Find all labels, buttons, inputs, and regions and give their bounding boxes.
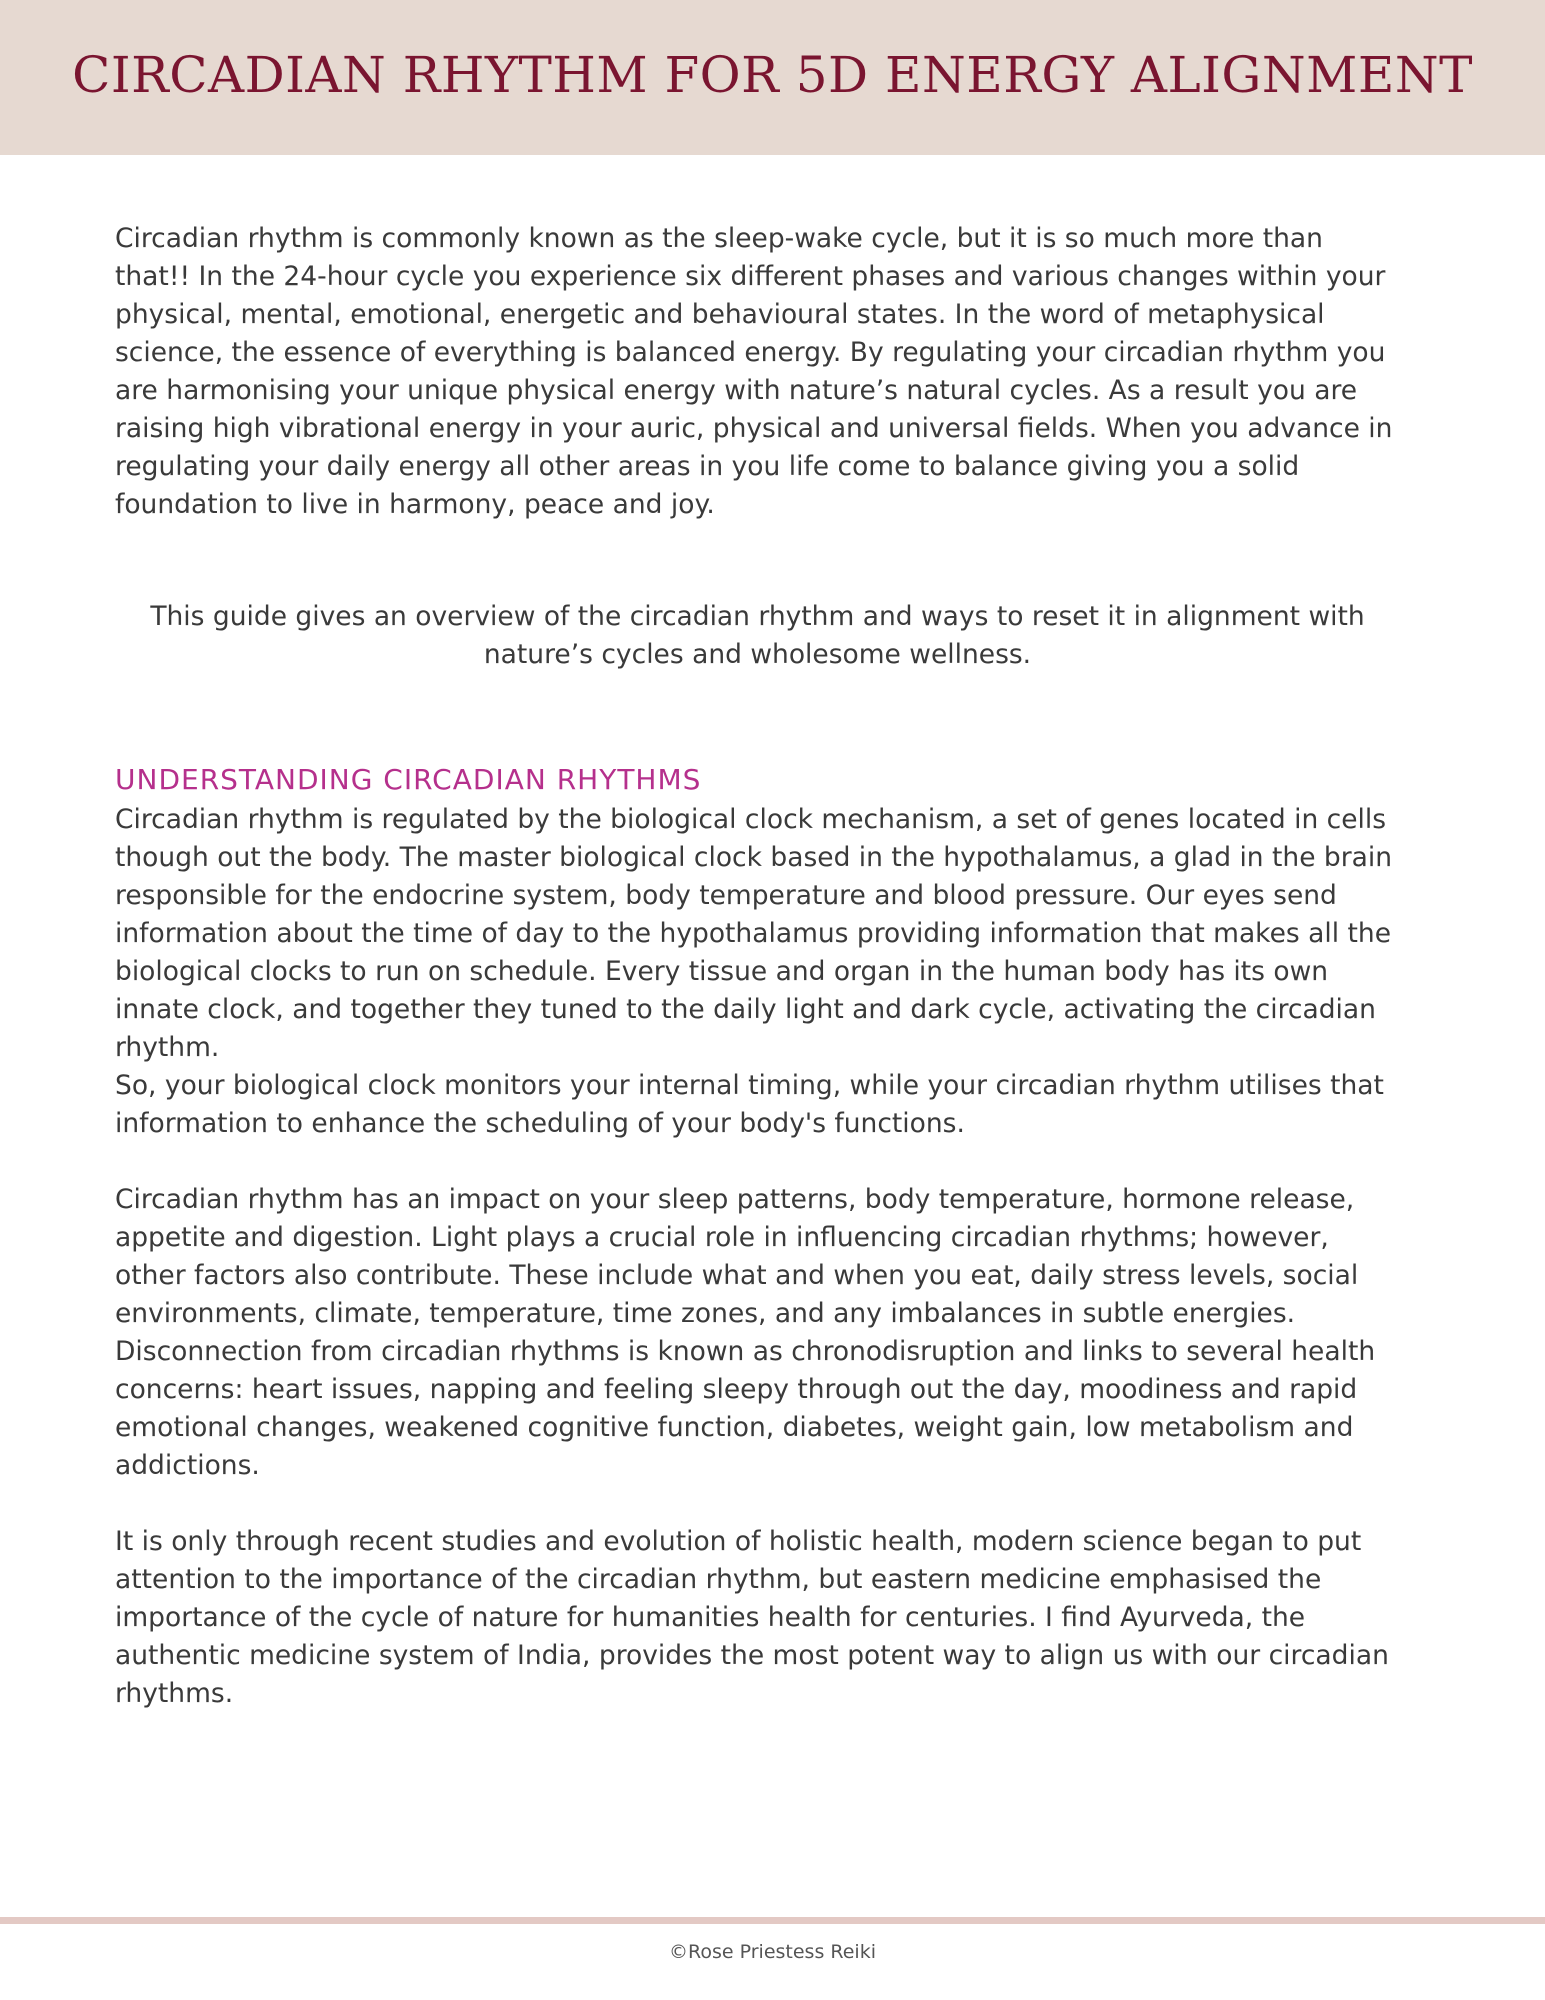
intro-section — [115, 220, 1400, 524]
guide-note — [115, 598, 1400, 674]
paragraph-spacer — [115, 1143, 1400, 1181]
section-paragraph-4: It is only through recent studies and evolution of holistic health, modern science began to put attention to the importance of the circadian rhythm, but eastern medicine emphasised the importance of the cycle of nature for humanities health for centuries. I find Ayurveda, the authentic medicine system of India, provides the most potent way to align us with our circadian rhythms. — [115, 1526, 1389, 1709]
footer-divider — [0, 1917, 1545, 1924]
section-paragraph-2: So, your biological clock monitors your internal timing, while your circadian rhythm utilises that information to enhance the scheduling of your body's functions. — [115, 1070, 1384, 1139]
understanding-section — [115, 759, 1400, 1713]
section-heading: UNDERSTANDING CIRCADIAN RHYTHMS — [115, 763, 702, 796]
footer-copyright: ©Rose Priestess Reiki — [669, 1941, 876, 1963]
intro-paragraph: Circadian rhythm is commonly known as the sleep-wake cycle, but it is so much more than that!! In the 24-hour cycle you experience six different phases and various changes within your physical, mental, emotional, energetic and behavioural states. In the word of metaphysical science, the essence of everything is balanced energy. By regulating your circadian rhythm you are harmonising your unique physical energy with nature’s natural cycles. As a result you are raising high vibrational energy in your auric, physical and universal fields. When you advance in regulating your daily energy all other areas in you life come to balance giving you a solid foundation to live in harmony, peace and joy. — [115, 223, 1393, 520]
page-title: CIRCADIAN RHYTHM FOR 5D ENERGY ALIGNMENT — [72, 46, 1473, 104]
paragraph-spacer — [115, 1485, 1400, 1523]
guide-text: This guide gives an overview of the circadian rhythm and ways to reset it in alignment with nature’s cycles and wholesome wellness. — [150, 601, 1365, 670]
section-paragraph-3: Circadian rhythm has an impact on your sleep patterns, body temperature, hormone release, appetite and digestion. Light plays a crucial role in influencing circadian rhythms; however, other factors also contribute. These include what and when you eat, daily stress levels, social environments, climate, temperature, time zones, and any imbalances in subtle energies. Disconnection from circadian rhythms is known as chronodisruption and links to several health concerns: heart issues, napping and feeling sleepy through out the day, moodiness and rapid emotional changes, weakened cognitive function, diabetes, weight gain, low metabolism and addictions. — [115, 1184, 1376, 1481]
section-paragraph-1: Circadian rhythm is regulated by the biological clock mechanism, a set of genes located in cells though out the body. The master biological clock based in the hypothalamus, a glad in the brain responsible for the endocrine system, body temperature and blood pressure. Our eyes send information about the time of day to the hypothalamus providing information that makes all the biological clocks to run on schedule. Every tissue and organ in the human body has its own innate clock, and together they tuned to the daily light and dark cycle, activating the circadian rhythm. — [115, 804, 1393, 1063]
